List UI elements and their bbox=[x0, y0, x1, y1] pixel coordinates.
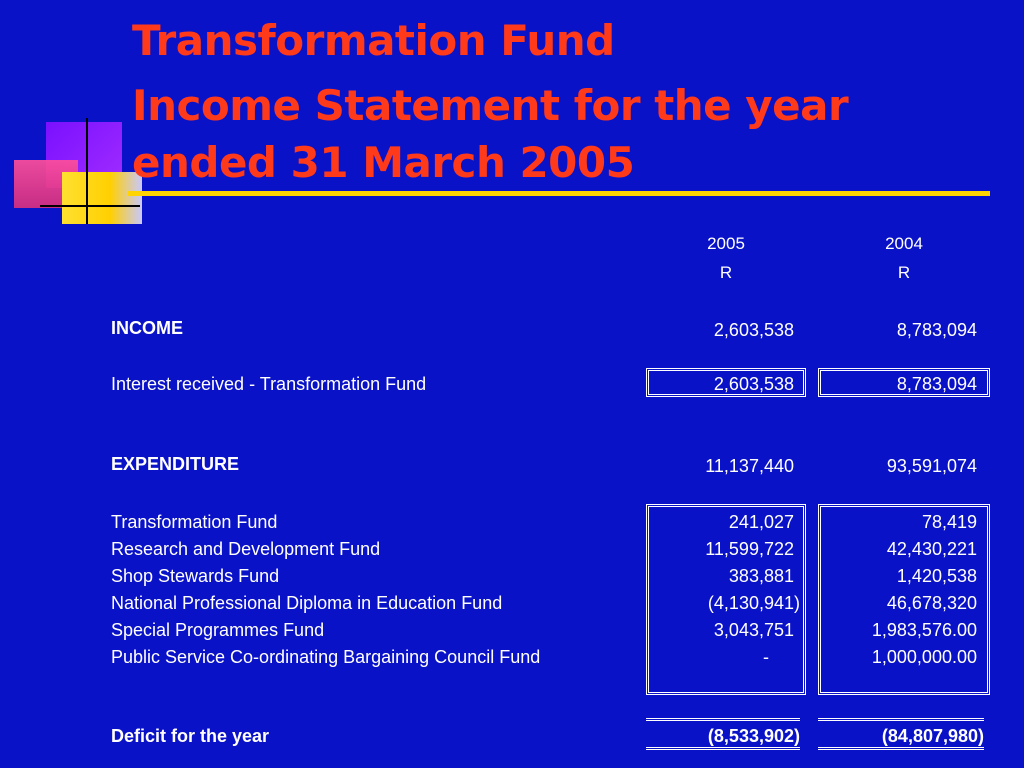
income-heading: INCOME bbox=[111, 318, 183, 338]
page-title-line-3: ended 31 March 2005 bbox=[132, 138, 635, 187]
column-header-2005: 2005 bbox=[707, 234, 745, 253]
income-item-2005: 2,603,538 bbox=[713, 374, 794, 394]
decorative-yellow-square bbox=[62, 172, 142, 224]
expenditure-item-label: Shop Stewards Fund bbox=[111, 566, 280, 586]
expenditure-item-2004: 46,678,320 bbox=[886, 593, 977, 613]
expenditure-item-label: Transformation Fund bbox=[111, 512, 278, 532]
expenditure-item-label: National Professional Diploma in Education Fund bbox=[111, 593, 503, 613]
expenditure-item-2004: 1,420,538 bbox=[896, 566, 977, 586]
column-currency-2005: R bbox=[719, 263, 733, 282]
expenditure-total-2004: 93,591,074 bbox=[886, 456, 977, 476]
income-item-label: Interest received - Transformation Fund bbox=[111, 374, 427, 394]
income-item-2004: 8,783,094 bbox=[896, 374, 977, 394]
expenditure-item-2005: (4,130,941) bbox=[707, 593, 800, 613]
expenditure-heading: EXPENDITURE bbox=[111, 454, 240, 474]
page-title-line-1: Transformation Fund bbox=[132, 16, 615, 65]
deficit-label: Deficit for the year bbox=[111, 726, 270, 746]
expenditure-total-2005: 11,137,440 bbox=[705, 456, 794, 476]
decorative-vertical-line bbox=[86, 118, 88, 224]
expenditure-item-2005: 11,599,722 bbox=[705, 539, 794, 559]
income-total-2005: 2,603,538 bbox=[713, 320, 794, 340]
column-currency-2004: R bbox=[897, 263, 911, 282]
decorative-horizontal-line bbox=[40, 205, 140, 207]
deficit-2005: (8,533,902) bbox=[707, 726, 800, 746]
expenditure-item-2005: 3,043,751 bbox=[713, 620, 794, 640]
expenditure-item-2004: 78,419 bbox=[921, 512, 977, 532]
expenditure-item-label: Public Service Co-ordinating Bargaining Council Fund bbox=[111, 647, 541, 667]
title-underline-rule bbox=[128, 191, 990, 196]
expenditure-item-2004: 1,983,576.00 bbox=[871, 620, 977, 640]
expenditure-item-label: Special Programmes Fund bbox=[111, 620, 325, 640]
expenditure-item-2005: 383,881 bbox=[728, 566, 794, 586]
deficit-2004: (84,807,980) bbox=[881, 726, 984, 746]
expenditure-item-2005: 241,027 bbox=[728, 512, 794, 532]
column-header-2004: 2004 bbox=[885, 234, 923, 253]
expenditure-item-2004: 1,000,000.00 bbox=[871, 647, 977, 667]
expenditure-item-label: Research and Development Fund bbox=[111, 539, 381, 559]
page-title-line-2: Income Statement for the year bbox=[132, 81, 849, 130]
expenditure-item-2004: 42,430,221 bbox=[886, 539, 977, 559]
income-total-2004: 8,783,094 bbox=[896, 320, 977, 340]
expenditure-item-2005: - bbox=[763, 647, 769, 667]
